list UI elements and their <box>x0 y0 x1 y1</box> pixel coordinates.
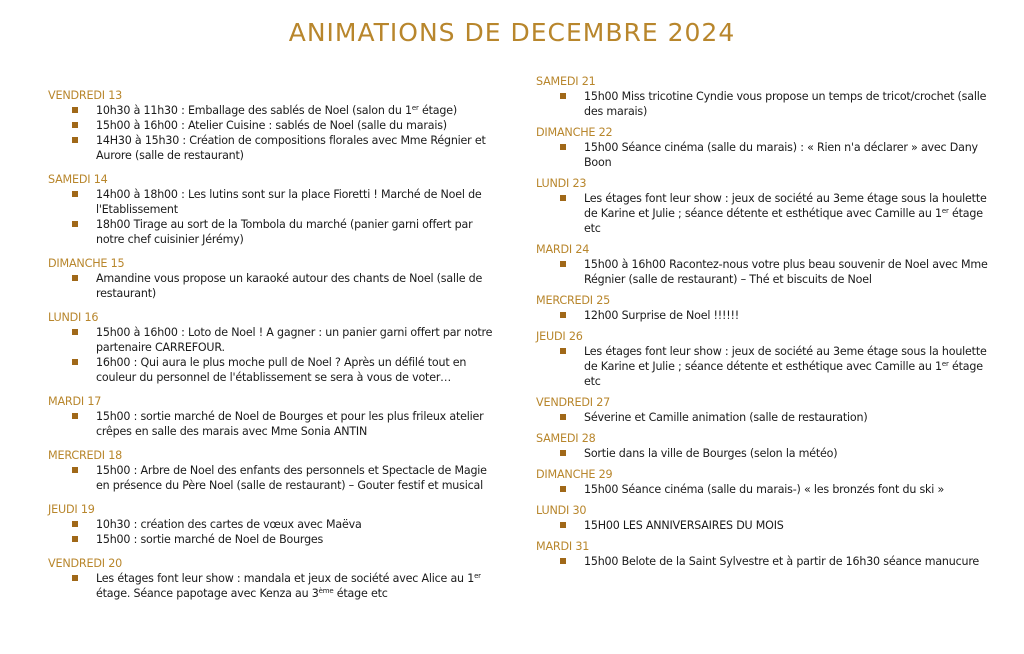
activity-item: Les étages font leur show : jeux de société au 3eme étage sous la houlette de Karine et Julie ; séance détente et esthétique avec Camille au 1er étage etc <box>536 191 988 236</box>
activity-list <box>48 325 498 385</box>
activity-item: Amandine vous propose un karaoké autour des chants de Noel (salle de restaurant) <box>48 271 498 301</box>
day-section <box>48 310 498 385</box>
day-heading: DIMANCHE 15 <box>48 257 125 270</box>
activity-item: 15h00 : Arbre de Noel des enfants des personnels et Spectacle de Magie en présence du Père Noel (salle de restaurant) – Gouter festif et musical <box>48 463 498 493</box>
activity-list <box>48 571 498 601</box>
activity-item: Sortie dans la ville de Bourges (selon la météo) <box>536 446 988 461</box>
day-section <box>48 172 498 247</box>
activity-item: 15h00 : sortie marché de Noel de Bourges <box>48 532 498 547</box>
activity-item: 15h00 Belote de la Saint Sylvestre et à partir de 16h30 séance manucure <box>536 554 988 569</box>
day-heading: DIMANCHE 22 <box>536 126 613 139</box>
day-heading: LUNDI 30 <box>536 504 587 517</box>
day-section <box>536 74 988 119</box>
day-heading: MARDI 24 <box>536 243 590 256</box>
day-section <box>536 125 988 170</box>
day-heading: MARDI 17 <box>48 395 102 408</box>
day-section <box>536 467 988 497</box>
day-section <box>48 556 498 601</box>
activity-item: 15h00 Séance cinéma (salle du marais) : « Rien n'a déclarer » avec Dany Boon <box>536 140 988 170</box>
day-section <box>536 176 988 236</box>
day-section <box>48 448 498 493</box>
activity-item: 15h00 Séance cinéma (salle du marais-) « les bronzés font du ski » <box>536 482 988 497</box>
activity-list <box>536 308 988 323</box>
day-heading: LUNDI 23 <box>536 177 587 190</box>
day-heading: SAMEDI 21 <box>536 75 596 88</box>
activity-list <box>48 517 498 547</box>
day-heading: MERCREDI 18 <box>48 449 123 462</box>
activity-item: 15h00 à 16h00 Racontez-nous votre plus beau souvenir de Noel avec Mme Régnier (salle de restaurant) – Thé et biscuits de Noel <box>536 257 988 287</box>
activity-list <box>48 271 498 301</box>
day-heading: JEUDI 19 <box>48 503 95 516</box>
day-heading: LUNDI 16 <box>48 311 99 324</box>
day-section <box>536 329 988 389</box>
activity-item: 15h00 Miss tricotine Cyndie vous propose un temps de tricot/crochet (salle des marais) <box>536 89 988 119</box>
activity-list <box>536 482 988 497</box>
day-section <box>536 431 988 461</box>
activity-list <box>536 410 988 425</box>
day-section <box>536 242 988 287</box>
activity-item: 15H00 LES ANNIVERSAIRES DU MOIS <box>536 518 988 533</box>
activity-item: 16h00 : Qui aura le plus moche pull de Noel ? Après un défilé tout en couleur du personnel de l'établissement se sera à vous de voter… <box>48 355 498 385</box>
day-heading: JEUDI 26 <box>536 330 583 343</box>
activity-list <box>536 140 988 170</box>
activity-list <box>48 187 498 247</box>
day-heading: SAMEDI 28 <box>536 432 596 445</box>
day-heading: VENDREDI 13 <box>48 89 123 102</box>
activity-item: Les étages font leur show : jeux de société au 3eme étage sous la houlette de Karine et Julie ; séance détente et esthétique avec Camille au 1er étage etc <box>536 344 988 389</box>
activity-item: 10h30 : création des cartes de vœux avec Maëva <box>48 517 498 532</box>
day-section <box>48 88 498 163</box>
activity-item: 15h00 à 16h00 : Atelier Cuisine : sablés de Noel (salle du marais) <box>48 118 498 133</box>
day-heading: SAMEDI 14 <box>48 173 108 186</box>
day-section <box>536 539 988 569</box>
day-heading: MERCREDI 25 <box>536 294 611 307</box>
activity-item: 15h00 à 16h00 : Loto de Noel ! A gagner : un panier garni offert par notre partenaire CARREFOUR. <box>48 325 498 355</box>
activity-item: Séverine et Camille animation (salle de restauration) <box>536 410 988 425</box>
activity-list <box>536 191 988 236</box>
activity-item: 14H30 à 15h30 : Création de compositions florales avec Mme Régnier et Aurore (salle de restaurant) <box>48 133 498 163</box>
day-heading: VENDREDI 27 <box>536 396 611 409</box>
right-column <box>536 74 988 575</box>
day-section <box>48 394 498 439</box>
left-column <box>48 88 498 610</box>
activity-item: 10h30 à 11h30 : Emballage des sablés de Noel (salon du 1er étage) <box>48 103 498 118</box>
day-section <box>536 293 988 323</box>
activity-list <box>536 344 988 389</box>
activity-list <box>48 409 498 439</box>
activity-item: 15h00 : sortie marché de Noel de Bourges et pour les plus frileux atelier crêpes en salle des marais avec Mme Sonia ANTIN <box>48 409 498 439</box>
activity-item: 18h00 Tirage au sort de la Tombola du marché (panier garni offert par notre chef cuisinier Jérémy) <box>48 217 498 247</box>
day-section <box>536 395 988 425</box>
activity-item: 14h00 à 18h00 : Les lutins sont sur la place Fioretti ! Marché de Noel de l'Etablissement <box>48 187 498 217</box>
day-heading: DIMANCHE 29 <box>536 468 613 481</box>
day-section <box>48 502 498 547</box>
activity-list <box>536 554 988 569</box>
activity-list <box>48 103 498 163</box>
activity-item: 12h00 Surprise de Noel !!!!!! <box>536 308 988 323</box>
activity-item: Les étages font leur show : mandala et jeux de société avec Alice au 1er étage. Séance papotage avec Kenza au 3ème étage etc <box>48 571 498 601</box>
day-section <box>536 503 988 533</box>
day-section <box>48 256 498 301</box>
document-title: ANIMATIONS DE DECEMBRE 2024 <box>288 18 736 47</box>
day-heading: VENDREDI 20 <box>48 557 123 570</box>
activity-list <box>536 446 988 461</box>
activity-list <box>536 257 988 287</box>
day-heading: MARDI 31 <box>536 540 590 553</box>
activity-list <box>536 518 988 533</box>
activity-list <box>48 463 498 493</box>
activity-list <box>536 89 988 119</box>
